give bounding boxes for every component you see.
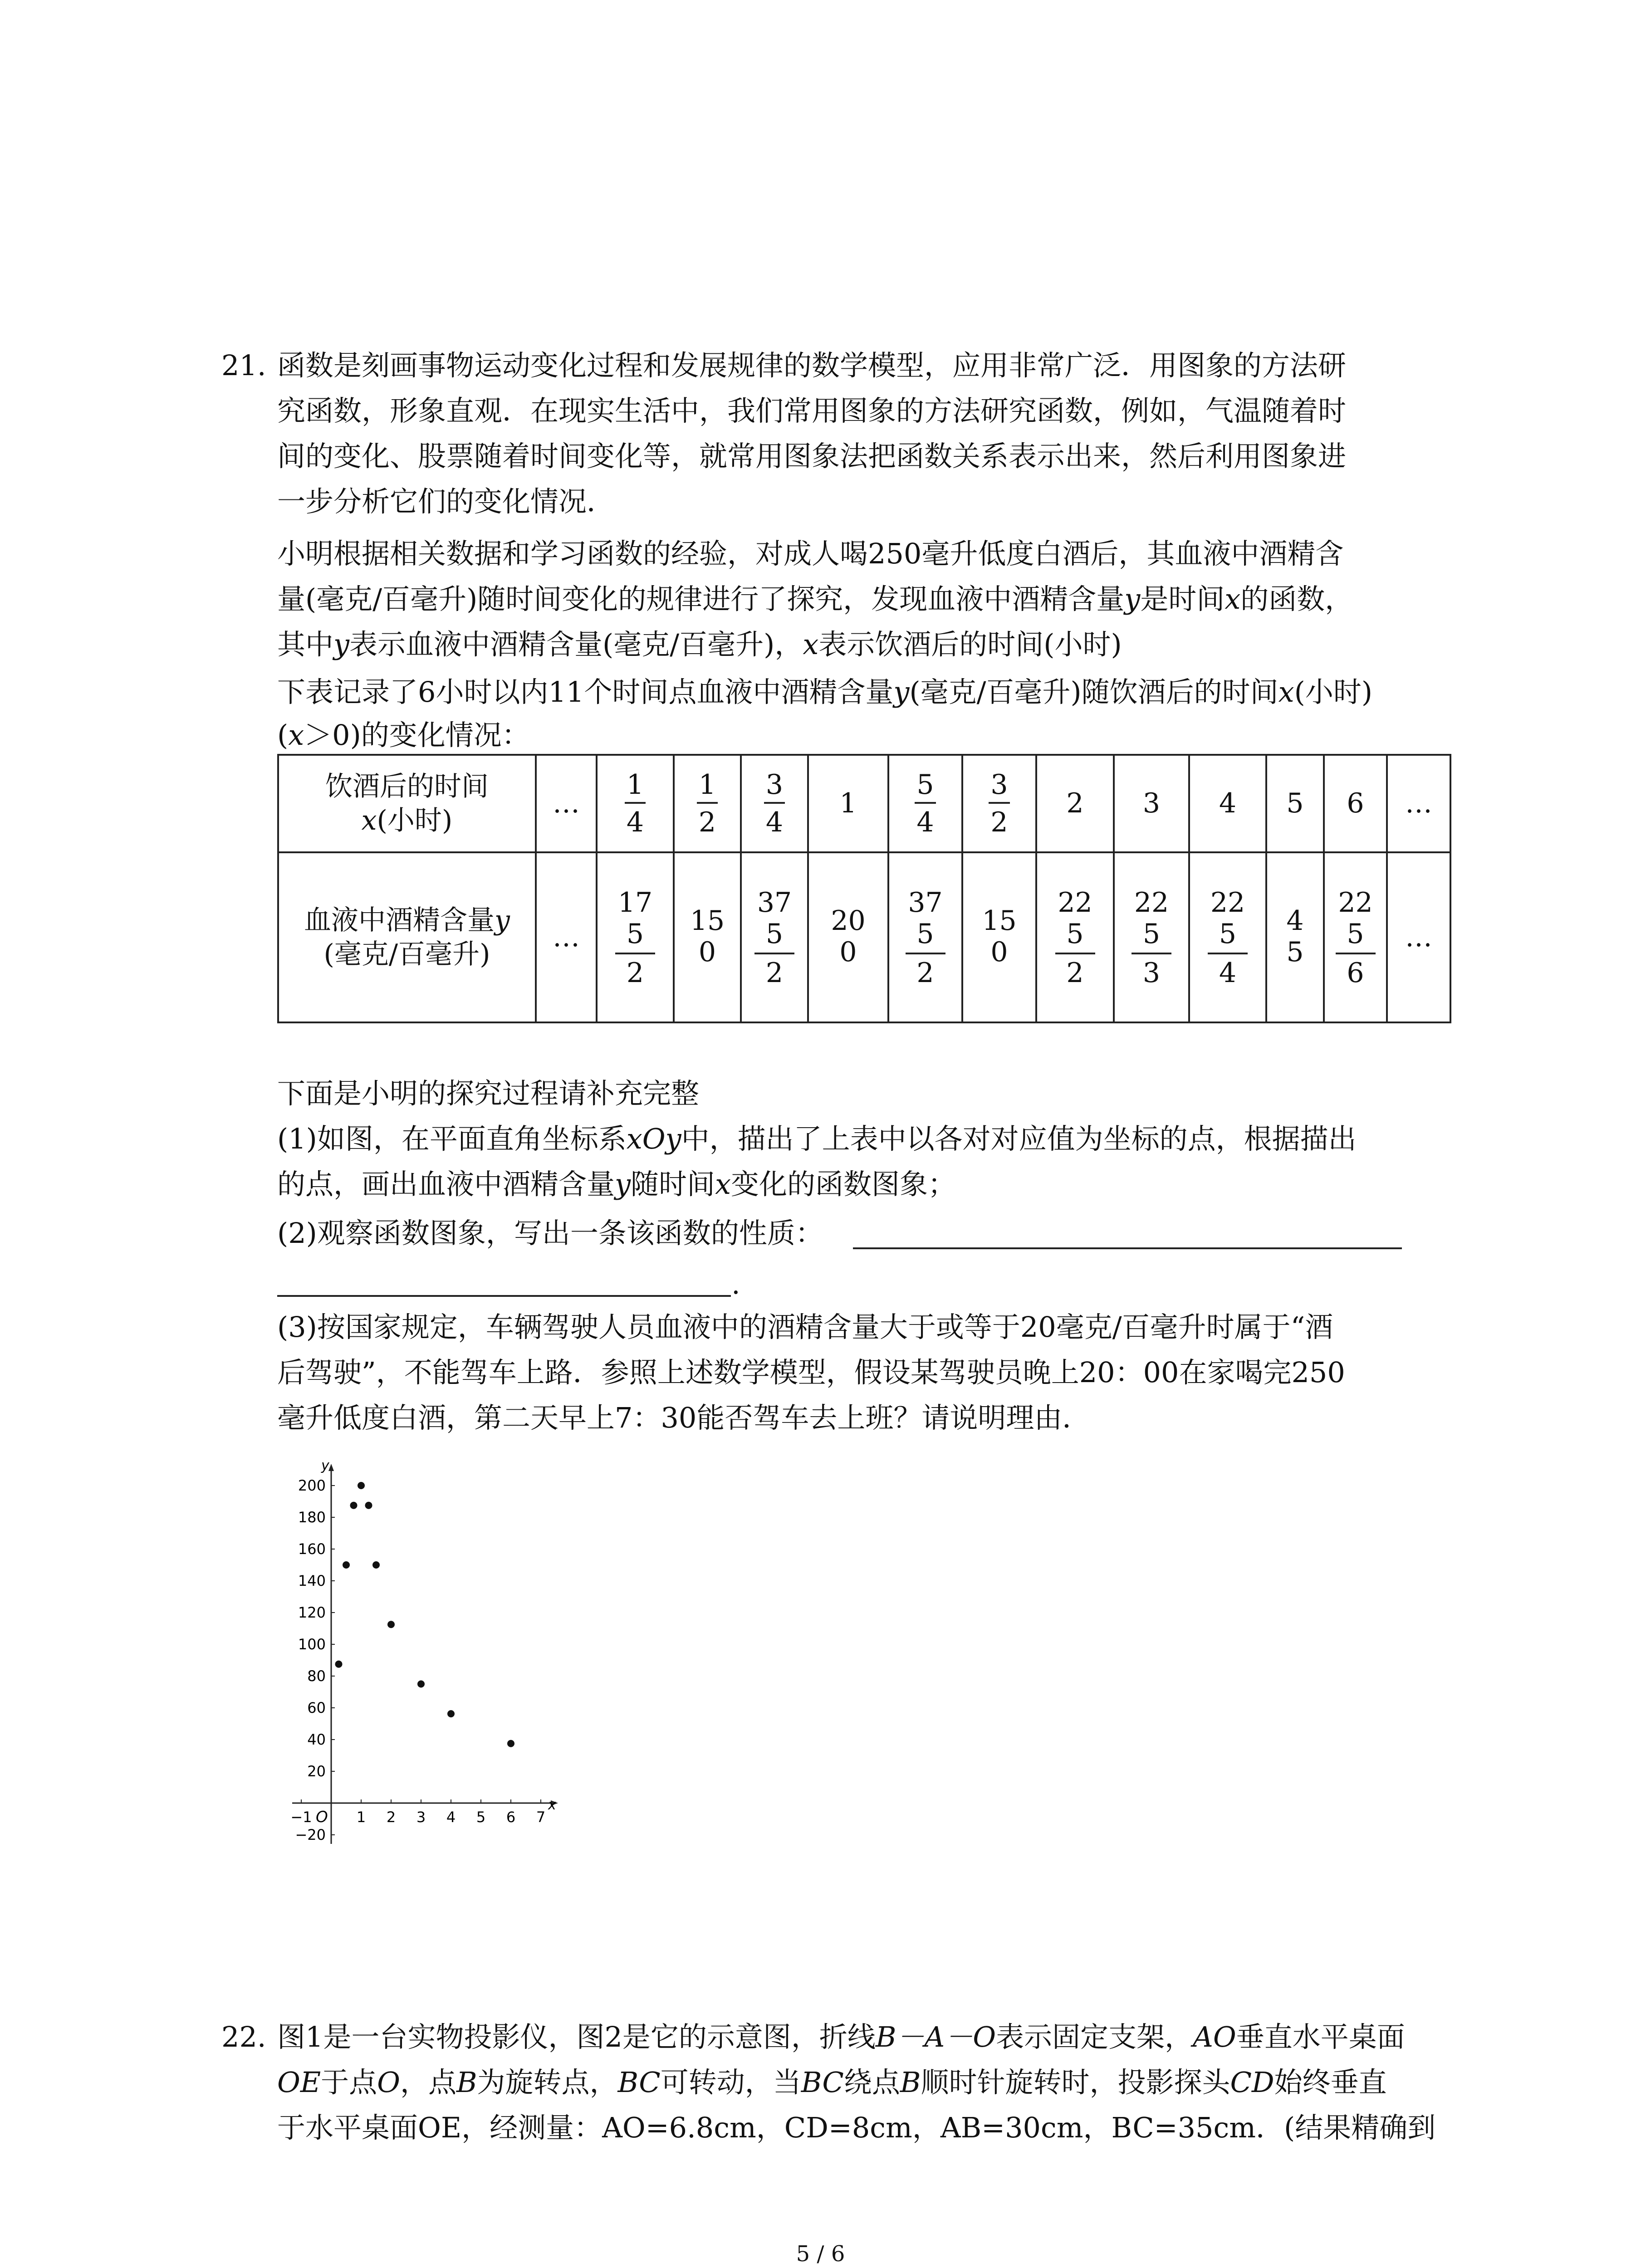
q21-context-line: 其中y表示血液中酒精含量(毫克/百毫升)，x表示饮酒后的时间(小时) — [277, 628, 1122, 661]
q21-part1-line: 的点，画出血液中酒精含量y随时间x变化的函数图象； — [277, 1168, 956, 1201]
data-point — [387, 1621, 395, 1628]
x-axis-label: x — [548, 1797, 556, 1813]
table-row-time — [278, 755, 1450, 852]
scatter-plot — [254, 1436, 572, 1844]
y-tick-label: 160 — [298, 1540, 326, 1558]
table-ellipsis: … — [536, 755, 597, 852]
q21-part3-line: 毫升低度白酒，第二天早上7：30能否驾车去上班？请说明理由． — [277, 1401, 1091, 1434]
table-cell: 3 — [1114, 755, 1189, 852]
x-tick-label: 4 — [446, 1809, 456, 1826]
table-cell: $\frac{1}{4}$ — [597, 755, 674, 852]
y-tick-label: 180 — [298, 1509, 326, 1526]
y-tick-label: 40 — [307, 1731, 326, 1748]
table-cell: 5 — [1266, 755, 1324, 852]
table-cell: $\frac{3}{2}$ — [962, 755, 1036, 852]
x-tick-label: 1 — [356, 1809, 366, 1826]
data-point — [365, 1502, 372, 1509]
x-tick-label: 2 — [386, 1809, 396, 1826]
table-ellipsis: … — [1387, 852, 1450, 1022]
answer-blank[interactable] — [853, 1247, 1402, 1249]
table-cell: 150 — [962, 852, 1036, 1022]
table-ellipsis: … — [536, 852, 597, 1022]
table-ellipsis: … — [1387, 755, 1450, 852]
x-tick-label: 5 — [476, 1809, 486, 1826]
q22-line: 图1是一台实物投影仪，图2是它的示意图，折线B－A－O表示固定支架，AO垂直水平桌面 — [277, 2020, 1405, 2053]
table-cell: $\frac{225}{4}$ — [1189, 852, 1266, 1022]
y-tick-label: 120 — [298, 1604, 326, 1621]
data-point — [335, 1661, 343, 1668]
row-header-time: 饮酒后的时间 x(小时) — [278, 755, 536, 852]
y-tick-label: 140 — [298, 1572, 326, 1589]
data-point — [343, 1561, 350, 1569]
y-tick-label: 80 — [307, 1667, 326, 1685]
data-table — [277, 754, 1451, 1023]
row-header-alcohol: 血液中酒精含量y (毫克/百毫升) — [278, 852, 536, 1022]
table-cell: $\frac{5}{4}$ — [888, 755, 962, 852]
table-cell: 45 — [1266, 852, 1324, 1022]
q21-context-line: 量(毫克/百毫升)随时间变化的规律进行了探究，发现血液中酒精含量y是时间x的函数， — [277, 582, 1353, 616]
q21-context-line: 小明根据相关数据和学习函数的经验，对成人喝250毫升低度白酒后，其血液中酒精含 — [277, 537, 1344, 570]
q21-paragraph-line: 间的变化、股票随着时间变化等，就常用图象法把函数关系表示出来，然后利用图象进 — [277, 440, 1347, 473]
question-22-number: 22. — [221, 2020, 266, 2053]
x-tick-label: −1 — [290, 1809, 312, 1826]
table-cell: $\frac{225}{2}$ — [1036, 852, 1114, 1022]
q21-paragraph-line: 函数是刻画事物运动变化过程和发展规律的数学模型，应用非常广泛．用图象的方法研 — [277, 349, 1347, 382]
table-cell: $\frac{375}{2}$ — [741, 852, 808, 1022]
q21-paragraph-line: 一步分析它们的变化情况． — [277, 485, 615, 518]
x-tick-label: 7 — [536, 1809, 546, 1826]
y-tick-label: 20 — [307, 1763, 326, 1780]
y-axis-label: y — [321, 1458, 329, 1474]
y-tick-label: 60 — [307, 1699, 326, 1716]
table-cell: $\frac{175}{2}$ — [597, 852, 674, 1022]
table-cell: 6 — [1324, 755, 1387, 852]
q21-part3-line: (3)按国家规定，车辆驾驶人员血液中的酒精含量大于或等于20毫克/百毫升时属于“酒 — [277, 1310, 1333, 1344]
y-tick-label: −20 — [295, 1826, 326, 1843]
table-cell: $\frac{225}{3}$ — [1114, 852, 1189, 1022]
question-21-number: 21. — [221, 349, 266, 382]
data-point — [417, 1681, 425, 1688]
table-cell: $\frac{3}{4}$ — [741, 755, 808, 852]
table-cell: $\frac{225}{6}$ — [1324, 852, 1387, 1022]
answer-blank-period: . — [731, 1267, 740, 1300]
x-tick-label: 3 — [416, 1809, 426, 1826]
table-cell: 4 — [1189, 755, 1266, 852]
page-number: 5 / 6 — [796, 2241, 845, 2267]
table-cell: $\frac{375}{2}$ — [888, 852, 962, 1022]
y-tick-label: 200 — [298, 1477, 326, 1494]
q21-context-line: 下表记录了6小时以内11个时间点血液中酒精含量y(毫克/百毫升)随饮酒后的时间x(小时) — [277, 675, 1373, 709]
table-cell: 2 — [1036, 755, 1114, 852]
data-point — [507, 1740, 514, 1747]
q21-part2: (2)观察函数图象，写出一条该函数的性质： — [277, 1217, 823, 1250]
q21-part1-line: (1)如图，在平面直角坐标系xOy中，描出了上表中以各对对应值为坐标的点，根据描出 — [277, 1122, 1357, 1155]
y-axis-arrow — [328, 1464, 334, 1471]
table-cell: 200 — [808, 852, 888, 1022]
table-cell: 1 — [808, 755, 888, 852]
q21-part3-line: 后驾驶”，不能驾车上路．参照上述数学模型，假设某驾驶员晚上20：00在家喝完250 — [277, 1356, 1345, 1389]
data-point — [372, 1561, 380, 1569]
y-tick-label: 100 — [298, 1636, 326, 1653]
data-point — [350, 1502, 358, 1509]
data-point — [447, 1710, 455, 1717]
data-point — [358, 1482, 365, 1489]
q21-intro: 下面是小明的探究过程请补充完整 — [277, 1077, 700, 1110]
q22-line: OE于点O，点B为旋转点，BC可转动，当BC绕点B顺时针旋转时，投影探头CD始终垂直 — [277, 2066, 1387, 2099]
origin-label: O — [316, 1808, 328, 1826]
q22-line: 于水平桌面OE，经测量：AO=6.8cm，CD=8cm，AB=30cm，BC=35cm．(结果精确到 — [277, 2111, 1436, 2144]
table-cell: 150 — [674, 852, 741, 1022]
table-row-alcohol — [278, 852, 1450, 1022]
q21-paragraph-line: 究函数，形象直观．在现实生活中，我们常用图象的方法研究函数，例如，气温随着时 — [277, 394, 1347, 427]
x-tick-label: 6 — [506, 1809, 516, 1826]
q21-context-line: (x＞0)的变化情况： — [277, 719, 530, 752]
table-cell: $\frac{1}{2}$ — [674, 755, 741, 852]
answer-blank[interactable] — [277, 1295, 731, 1297]
